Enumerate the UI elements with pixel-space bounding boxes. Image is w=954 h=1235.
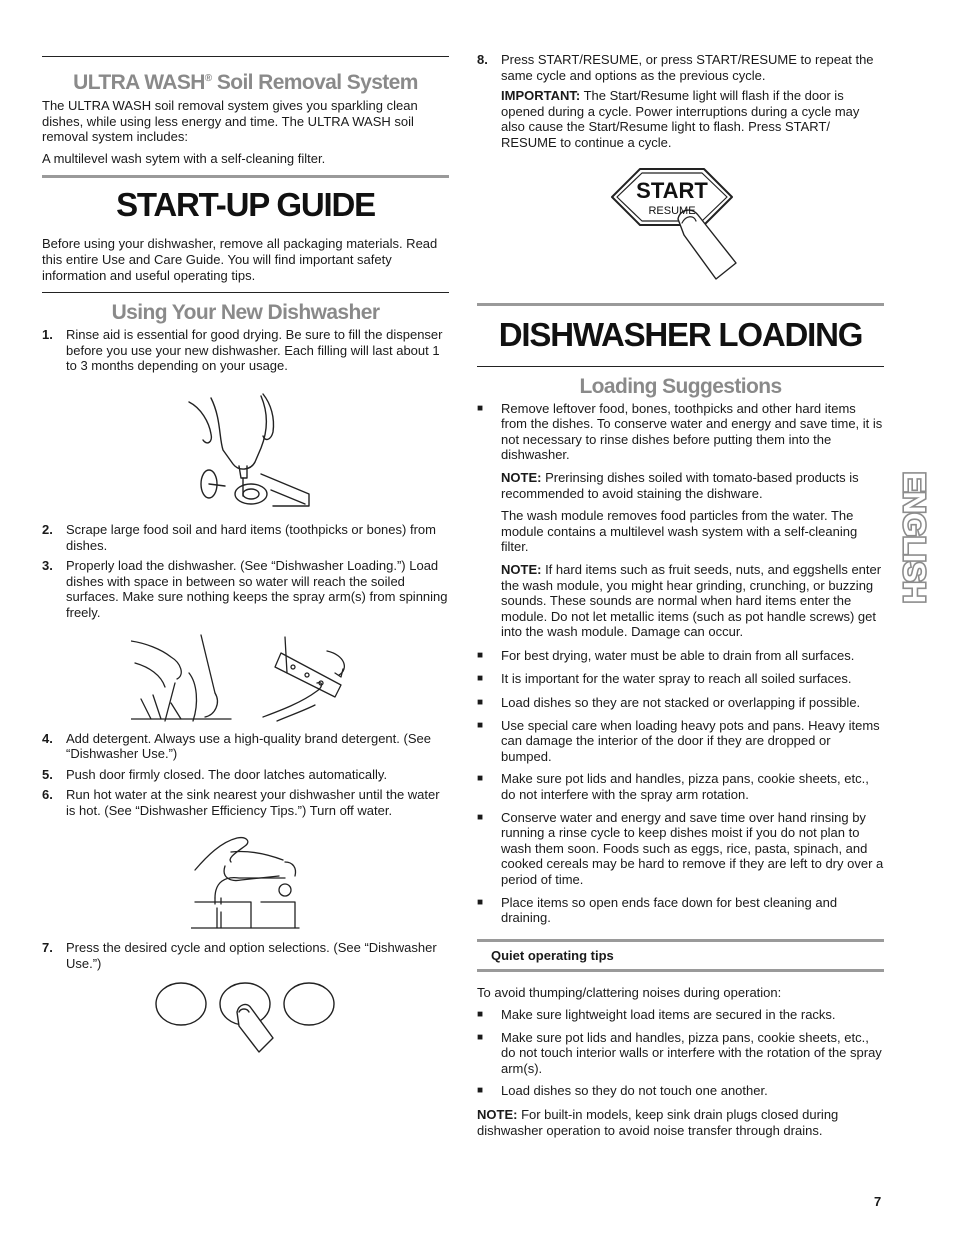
step-1: 1. Rinse aid is essential for good drying. Be sure to fill the dispenser before you use your new dishwasher. Each filling will last about 1 to 3 months depending on your usage. (42, 327, 443, 374)
ultra-wash-heading: ULTRA WASH® Soil Removal System (73, 71, 418, 94)
important-note: IMPORTANT: The Start/Resume light will flash if the door is opened during a cycle. Power interruptions during a cycle may also cause the Start/Resume light to flash. Press START/ RESUME to continue a cycle. (501, 88, 860, 150)
step-8: 8. Press START/RESUME, or press START/RESUME to repeat the same cycle and options as the previous cycle. (477, 52, 874, 83)
startup-rule (42, 175, 449, 178)
quiet-bullet-2: ■ Make sure pot lids and handles, pizza pans, cookie sheets, etc., do not touch interior walls or interfere with the rotation of the spray arm(s). (477, 1029, 882, 1076)
loading-note-2: NOTE: If hard items such as fruit seeds, nuts, and eggshells enter the wash module, you might hear grinding, crunching, or buzzing sounds. These sounds are normal when hard items enter the module. Do not let metallic items (such as pot handle screws) get into the wash module. Damage can occur. (501, 561, 882, 640)
ultra-wash-filter: A multilevel wash sytem with a self-cleaning filter. (42, 150, 326, 166)
quiet-note: NOTE: For built-in models, keep sink drain plugs closed during dishwasher operation to avoid noise transfer through drains. (477, 1106, 839, 1138)
loading-spray-arm-illustration (131, 633, 361, 723)
step-5: 5. Push door firmly closed. The door latches automatically. (42, 766, 388, 782)
loading-bullet-4: ■ Load dishes so they are not stacked or overlapping if possible. (477, 695, 861, 711)
quiet-intro: To avoid thumping/clattering noises during operation: (477, 985, 782, 1001)
loading-bullet-1: ■ Remove leftover food, bones, toothpicks and other hard items from the dishes. To conserve water and energy and save time, it is not necessary to rinse dishes before putting them into the dishwasher. (477, 400, 883, 463)
loading-bullet-8: ■ Place items so open ends face down for best cleaning and draining. (477, 894, 838, 926)
resume-label: RESUME (647, 204, 696, 217)
quiet-bottom-rule (477, 969, 884, 972)
startup-title: START-UP GUIDE (116, 186, 375, 224)
loading-bullet-7: ■ Conserve water and energy and save time over hand rinsing by running a rinse cycle to keep dishes moist if you do not plan to wash them soon. Foods such as eggs, rice, pasta, spinach, and cooked cereals may be hard to remove if they are left to dry over a period of time. (477, 809, 884, 887)
quiet-tips-heading: Quiet operating tips (491, 947, 614, 963)
rinse-aid-illustration (181, 388, 311, 508)
loading-sub-rule (477, 366, 884, 367)
loading-bullet-6: ■ Make sure pot lids and handles, pizza pans, cookie sheets, etc., do not interfere with the spray arm rotation. (477, 771, 869, 803)
step-3: 3. Properly load the dishwasher. (See “Dishwasher Loading.”) Load dishes with space in between so water will reach the soiled surfaces. Make sure nothing keeps the spray arm(s) from spinning freely. (42, 558, 448, 620)
cycle-buttons-illustration (155, 982, 337, 1054)
loading-title: DISHWASHER LOADING (498, 315, 863, 353)
right-column (477, 52, 884, 1138)
step-2: 2. Scrape large food soil and hard items (toothpicks or bones) from dishes. (42, 521, 436, 553)
wash-module-text: The wash module removes food particles from the water. The module contains a multilevel wash system with a self-cleaning filter. (501, 508, 858, 555)
step-7: 7. Press the desired cycle and option selections. (See “Dishwasher Use.”) (42, 940, 437, 972)
loading-bullet-3: ■ It is important for the water spray to reach all soiled surfaces. (477, 671, 852, 687)
quiet-bullet-3: ■ Load dishes so they do not touch one another. (477, 1083, 768, 1099)
start-resume-button-illustration (606, 161, 756, 281)
top-rule (42, 56, 449, 57)
loading-suggestions-heading: Loading Suggestions (579, 374, 782, 398)
loading-note-1: NOTE: Prerinsing dishes soiled with tomato-based products is recommended to avoid staining the dishware. (501, 469, 859, 501)
english-tab-label: ENGLISH (897, 471, 932, 603)
loading-rule (477, 303, 884, 306)
step-4: 4. Add detergent. Always use a high-quality brand detergent. (See “Dishwasher Use.”) (42, 730, 431, 762)
quiet-bullet-1: ■ Make sure lightweight load items are secured in the racks. (477, 1006, 836, 1022)
using-heading: Using Your New Dishwasher (111, 301, 380, 325)
english-side-tab (892, 452, 932, 622)
step-6: 6. Run hot water at the sink nearest your dishwasher until the water is hot. (See “Dishwasher Efficiency Tips.”) Turn off water. (42, 787, 440, 818)
startup-body: Before using your dishwasher, remove all packaging materials. Read this entire Use and Care Guide. You will find important safety information and useful operating tips. (42, 236, 438, 283)
page-number: 7 (874, 1194, 882, 1209)
ultra-wash-body: The ULTRA WASH soil removal system gives you sparkling clean dishes, while using less energy and time. The ULTRA WASH soil removal system includes: (42, 98, 418, 145)
using-rule (42, 292, 449, 293)
start-label: START (635, 177, 708, 203)
loading-bullet-2: ■ For best drying, water must be able to drain from all surfaces. (477, 647, 855, 663)
faucet-illustration (191, 832, 301, 932)
loading-bullet-5: ■ Use special care when loading heavy pots and pans. Heavy items can damage the interior of the door if they are dropped or bumped. (477, 717, 880, 764)
left-column (42, 56, 449, 1054)
